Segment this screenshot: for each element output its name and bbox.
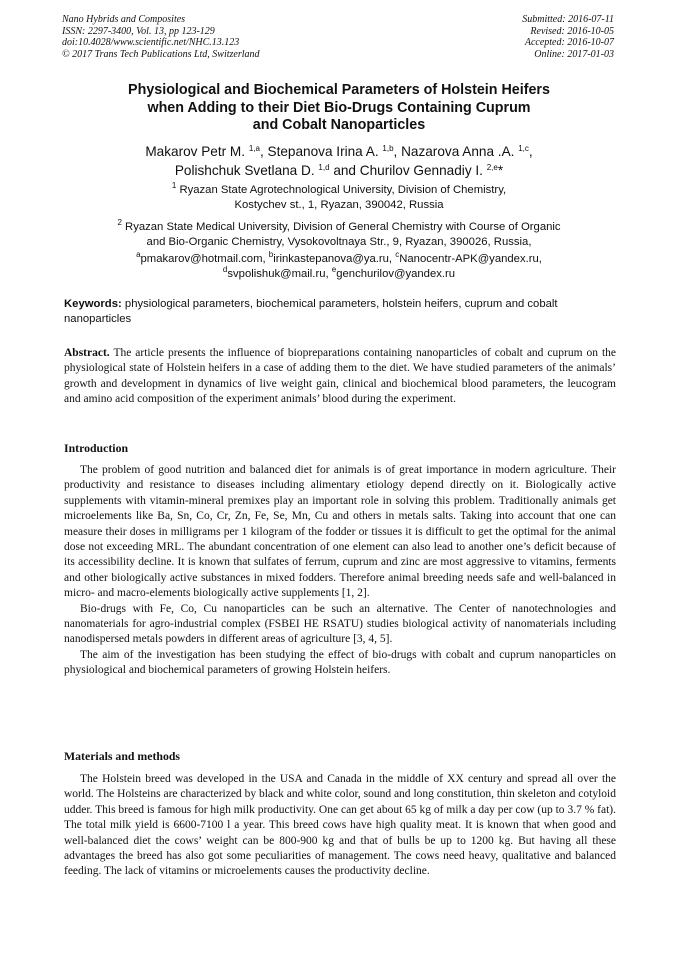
keywords	[64, 297, 616, 327]
affiliation-number: 2	[117, 218, 122, 227]
email-mark: d	[222, 265, 228, 274]
journal-copyright: © 2017 Trans Tech Publications Ltd, Switzerland	[62, 48, 260, 60]
email-link[interactable]: Nanocentr-APK@yandex.ru,	[399, 253, 542, 265]
author-list	[60, 142, 618, 180]
author-affiliation-mark: 1,d	[318, 163, 330, 172]
author-name: Polishchuk Svetlana D.	[174, 163, 315, 178]
affiliation-text: Ryazan State Agrotechnological University, Division of Chemistry,	[179, 184, 507, 196]
email-link[interactable]: irinkastepanova@ya.ru,	[273, 253, 393, 265]
email-link[interactable]: svpolishuk@mail.ru,	[227, 268, 329, 280]
paper-title	[60, 82, 618, 135]
author-conjunction: and	[333, 163, 356, 178]
author-line: Makarov Petr M. $^{1,a}$, Stepanova Irina A. $^{1,b}$, Nazarova Anna .A. $^{1,c}$,	[145, 144, 533, 159]
paragraph: The aim of the investigation has been studying the effect of bio-drugs with cobalt and cuprum nanoparticles on physiological and biochemical parameters of growing Holstein heifers.	[64, 648, 616, 677]
journal-info	[62, 14, 260, 60]
paragraph: The Holstein breed was developed in the USA and Canada in the middle of XX century and spread all over the world. The Holsteins are characterized by black and white color, sound and long constitution, thin skeleton and cotyloid udder. This breed is famous for high milk productivity. One can get about 65 kg of milk a day per cow (up to 3.7 % fat). The total milk yield is 6600-7100 l a year. This breed cows have high quality meat. It is known that when good and well-balanced diet the cows’ weight can be 800-900 kg and that of bulls be up to 1200 kg. But having all these advantages the breed has also got some peculiarities of management. The cows need heavy, qualitative and balanced feeding. The lack of vitamins or microelements causes the productivity decline.	[64, 773, 616, 878]
title-line: when Adding to their Diet Bio-Drugs Containing Cuprum	[147, 99, 531, 116]
journal-doi: doi:10.4028/www.scientific.net/NHC.13.123	[62, 37, 240, 49]
author-affiliation-mark: 1,c	[518, 144, 529, 153]
affiliation-number: 1	[171, 181, 177, 190]
introduction-heading: Introduction	[64, 441, 129, 455]
affiliation-line	[60, 220, 618, 235]
abstract-paragraph	[64, 346, 616, 408]
title-line: and Cobalt Nanoparticles	[252, 117, 426, 133]
keywords-label: Keywords:	[64, 298, 122, 310]
affiliation-line: and Bio-Organic Chemistry, Vysokovoltnaya Str., 9, Ryazan, 390026, Russia,	[146, 236, 532, 248]
materials-heading: Materials and methods	[64, 749, 180, 763]
email-line	[60, 252, 618, 267]
affiliation-line: Kostychev st., 1, Ryazan, 390042, Russia	[234, 199, 444, 211]
affiliation-line	[60, 183, 618, 198]
email-mark: e	[331, 265, 337, 274]
keywords-text: physiological parameters, biochemical parameters, holstein heifers, cuprum and cobalt nanoparticles	[64, 298, 558, 325]
author-name: Churilov Gennadiy I.	[359, 163, 483, 178]
date-accepted: Accepted: 2016-10-07	[524, 37, 614, 49]
publication-dates	[522, 14, 614, 60]
date-submitted: Submitted: 2016-07-11	[522, 14, 614, 25]
email-mark: c	[395, 250, 400, 259]
affiliation-2	[60, 220, 618, 250]
abstract-text: The article presents the influence of biopreparations containing nanoparticles of cobalt and cuprum on the physiological state of Holstein heifers in a case of adding them to the diet. We have studied parameters of the animals’ growth and development in dynamics of live weight gain, clinical and biochemical blood parameters, the leucogram and amino acid composition of the experiment animals’ blood during the experiment.	[64, 347, 617, 406]
abstract	[64, 346, 616, 408]
author-emails	[60, 252, 618, 282]
paragraph: Bio-drugs with Fe, Co, Cu nanoparticles can be such an alternative. The Center of nanotechnologies and nanomaterials for agro-industrial complex (FSBEI HE RSATU) studies biological activity of nanomaterials including nanodispersed metals powders in different areas of agriculture [3, 4, 5].	[64, 602, 616, 646]
date-online: Online: 2017-01-03	[534, 48, 614, 60]
author-name: Nazarova Anna .A.	[401, 144, 515, 159]
paragraph: The problem of good nutrition and balanced diet for animals is of great importance in modern agriculture. Their productivity and resistance to diseases including alimentary etiology depend directly on it. Biologically active supplements with vitamin-mineral premixes play an important role in solving this problem. Traditionally animals get microelements like Ba, Sn, Co, Cr, Zn, Fe, Se, Mn, Cu and others in metals salts. Taking into account that one can measure their doses in milligrams per 1 kilogram of the fodder or tissues it is difficult to get the optimal for the animal dose not exceeding MRL. The abundant concentration of one element can also lead to another one’s deficit because of its accessibility decline. It is known that sulfates of ferrum, cuprum and zinc are most aggressive to vitamins, ferments and other biologically active substances in mixed fodders. Therefore animal breeding needs safe and well-balanced in micro- and macro-elements biologically active supplements [1, 2].	[64, 464, 616, 600]
introduction-section	[64, 463, 616, 679]
author-line	[60, 161, 618, 180]
abstract-label: Abstract.	[64, 347, 110, 359]
affiliation-text: Ryazan State Medical University, Division of General Chemistry with Course of Organic	[125, 221, 561, 233]
email-link[interactable]: pmakarov@hotmail.com,	[140, 253, 266, 265]
email-line	[60, 267, 618, 282]
affiliation-1	[60, 183, 618, 213]
author-name: Makarov Petr M.	[145, 144, 246, 159]
email-link[interactable]: genchurilov@yandex.ru	[336, 268, 456, 280]
author-affiliation-mark: 1,b	[382, 144, 394, 153]
author-name: Stepanova Irina A.	[267, 144, 379, 159]
email-mark: b	[268, 250, 274, 259]
author-affiliation-mark: 1,a	[248, 144, 260, 153]
email-mark: a	[136, 250, 141, 259]
title-line: Physiological and Biochemical Parameters of Holstein Heifers	[128, 82, 550, 98]
journal-name: Nano Hybrids and Composites	[62, 14, 186, 25]
corresponding-author-mark: *	[497, 163, 504, 178]
date-revised: Revised: 2016-10-05	[530, 25, 614, 37]
author-affiliation-mark: 2,e	[486, 163, 498, 172]
journal-issn: ISSN: 2297-3400, Vol. 13, pp 123-129	[62, 25, 215, 37]
materials-section	[64, 772, 616, 880]
